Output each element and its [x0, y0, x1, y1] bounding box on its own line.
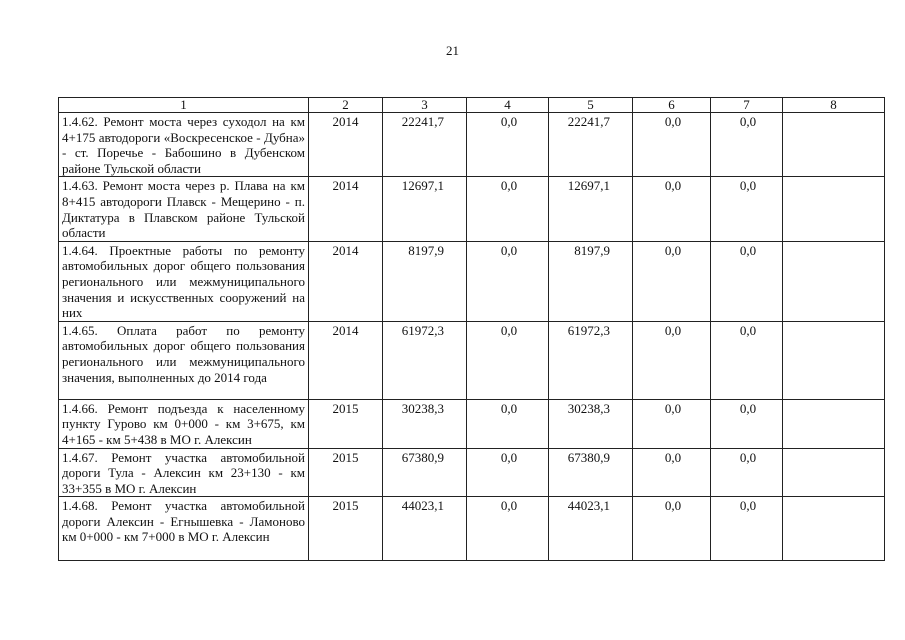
value-cell: 8197,9 — [383, 241, 467, 321]
value-cell — [783, 448, 885, 497]
header-cell: 2 — [309, 98, 383, 113]
value-cell: 0,0 — [711, 321, 783, 399]
item-name: 1.4.67. Ремонт участка автомобильной дороги Тула - Алексин км 23+130 - км 33+355 в МО г. Алексин — [59, 448, 309, 497]
value-cell — [783, 241, 885, 321]
value-cell: 12697,1 — [549, 177, 633, 241]
item-name: 1.4.64. Проектные работы по ремонту автомобильных дорог общего пользования регионального или межмуниципального значения и искусственных сооружений на них — [59, 241, 309, 321]
item-name: 1.4.63. Ремонт моста через р. Плава на км 8+415 автодороги Плавск - Мещерино - п. Диктатура в Плавском районе Тульской области — [59, 177, 309, 241]
value-cell: 22241,7 — [549, 113, 633, 177]
table-row — [59, 241, 885, 321]
value-cell: 44023,1 — [383, 497, 467, 561]
header-cell: 5 — [549, 98, 633, 113]
value-cell: 0,0 — [633, 399, 711, 448]
header-cell: 3 — [383, 98, 467, 113]
header-cell: 7 — [711, 98, 783, 113]
table-row — [59, 321, 885, 399]
value-cell: 0,0 — [633, 241, 711, 321]
value-cell: 0,0 — [633, 497, 711, 561]
header-cell: 8 — [783, 98, 885, 113]
year-cell: 2014 — [309, 113, 383, 177]
year-cell: 2014 — [309, 321, 383, 399]
value-cell: 0,0 — [711, 113, 783, 177]
value-cell — [783, 113, 885, 177]
value-cell: 0,0 — [711, 177, 783, 241]
value-cell: 0,0 — [633, 321, 711, 399]
item-name: 1.4.68. Ремонт участка автомобильной дороги Алексин - Егнышевка - Ламоново км 0+000 - км 7+000 в МО г. Алексин — [59, 497, 309, 561]
value-cell: 0,0 — [633, 113, 711, 177]
value-cell — [783, 321, 885, 399]
page-number: 21 — [446, 43, 459, 58]
value-cell: 67380,9 — [383, 448, 467, 497]
value-cell: 0,0 — [467, 241, 549, 321]
value-cell: 61972,3 — [549, 321, 633, 399]
value-cell: 61972,3 — [383, 321, 467, 399]
value-cell: 30238,3 — [383, 399, 467, 448]
value-cell: 12697,1 — [383, 177, 467, 241]
value-cell: 67380,9 — [549, 448, 633, 497]
value-cell: 0,0 — [711, 497, 783, 561]
year-cell: 2015 — [309, 399, 383, 448]
value-cell: 22241,7 — [383, 113, 467, 177]
year-cell: 2015 — [309, 448, 383, 497]
year-cell: 2015 — [309, 497, 383, 561]
header-cell: 4 — [467, 98, 549, 113]
value-cell: 44023,1 — [549, 497, 633, 561]
value-cell — [783, 399, 885, 448]
header-row — [59, 98, 885, 113]
value-cell: 8197,9 — [549, 241, 633, 321]
value-cell: 0,0 — [711, 448, 783, 497]
year-cell: 2014 — [309, 241, 383, 321]
item-name: 1.4.65. Оплата работ по ремонту автомобильных дорог общего пользования регионального или межмуниципального значения, выполненных до 2014 года — [59, 321, 309, 399]
value-cell: 30238,3 — [549, 399, 633, 448]
table-row — [59, 177, 885, 241]
value-cell: 0,0 — [711, 399, 783, 448]
value-cell: 0,0 — [467, 177, 549, 241]
budget-table — [58, 97, 885, 561]
value-cell: 0,0 — [467, 448, 549, 497]
table-row — [59, 497, 885, 561]
value-cell: 0,0 — [633, 177, 711, 241]
table-row — [59, 448, 885, 497]
value-cell — [783, 177, 885, 241]
item-name: 1.4.62. Ремонт моста через суходол на км 4+175 автодороги «Воскресенское - Дубна» - ст. Поречье - Бабошино в Дубенском районе Тульской области — [59, 113, 309, 177]
value-cell: 0,0 — [467, 113, 549, 177]
value-cell: 0,0 — [467, 399, 549, 448]
value-cell — [783, 497, 885, 561]
table-row — [59, 399, 885, 448]
value-cell: 0,0 — [633, 448, 711, 497]
header-cell: 1 — [59, 98, 309, 113]
year-cell: 2014 — [309, 177, 383, 241]
header-cell: 6 — [633, 98, 711, 113]
value-cell: 0,0 — [467, 321, 549, 399]
item-name: 1.4.66. Ремонт подъезда к населенному пункту Гурово км 0+000 - км 3+675, км 4+165 - км 5+438 в МО г. Алексин — [59, 399, 309, 448]
value-cell: 0,0 — [711, 241, 783, 321]
table-row — [59, 113, 885, 177]
value-cell: 0,0 — [467, 497, 549, 561]
